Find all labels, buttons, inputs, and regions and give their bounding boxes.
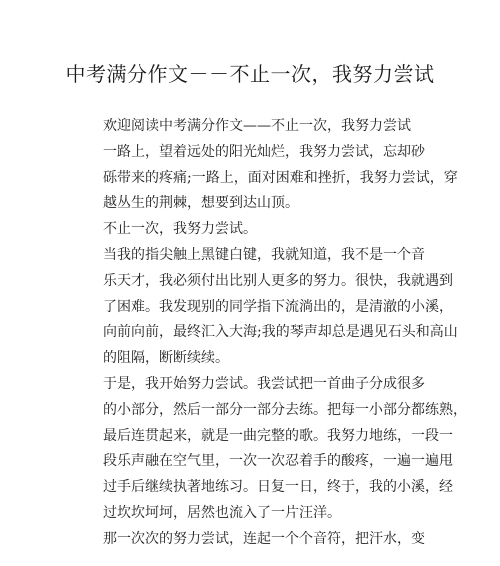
paragraph-line: 欢迎阅读中考满分作文——不止一次，我努力尝试 [103, 118, 411, 134]
paragraph-line: 的小部分，然后一部分一部分去练。把每一小部分都练熟， [103, 401, 467, 418]
paragraph-line: 的阻隔，断断续续。 [103, 350, 229, 367]
paragraph-line: 过坎坎坷坷，居然也流入了一片汪洋。 [103, 504, 341, 521]
paragraph-line: 向前向前，最终汇入大海;我的琴声却总是遇见石头和高山 [103, 324, 458, 341]
paragraph-line: 最后连贯起来，就是一曲完整的歌。我努力地练，一段一 [103, 427, 453, 444]
paragraph-line: 于是，我开始努力尝试。我尝试把一首曲子分成很多 [103, 375, 425, 392]
paragraph-line: 段乐声融在空气里，一次一次忍着手的酸疼，一遍一遍甩 [103, 453, 453, 470]
paragraph-line: 过手后继续执著地练习。日复一日，终于，我的小溪，经 [103, 479, 453, 496]
paragraph-line: 了困难。我发现别的同学指下流淌出的，是清澈的小溪， [103, 298, 453, 315]
paragraph-line: 砾带来的疼痛;一路上，面对困难和挫折，我努力尝试，穿 [103, 169, 458, 186]
document-body [103, 114, 467, 553]
paragraph-line: 那一次次的努力尝试，连起一个个音符，把汗水，变 [103, 530, 425, 547]
paragraph-line: 一路上，望着远处的阳光灿烂，我努力尝试，忘却砂 [103, 143, 425, 160]
paragraph-line: 当我的指尖触上黑键白键，我就知道，我不是一个音 [103, 246, 425, 263]
document-title: 中考满分作文－－不止一次，我努力尝试 [65, 62, 435, 86]
paragraph-line: 不止一次，我努力尝试。 [103, 221, 257, 238]
paragraph-line: 越丛生的荆棘，想要到达山顶。 [103, 195, 299, 212]
paragraph-line: 乐天才，我必须付出比别人更多的努力。很快，我就遇到 [103, 272, 453, 289]
